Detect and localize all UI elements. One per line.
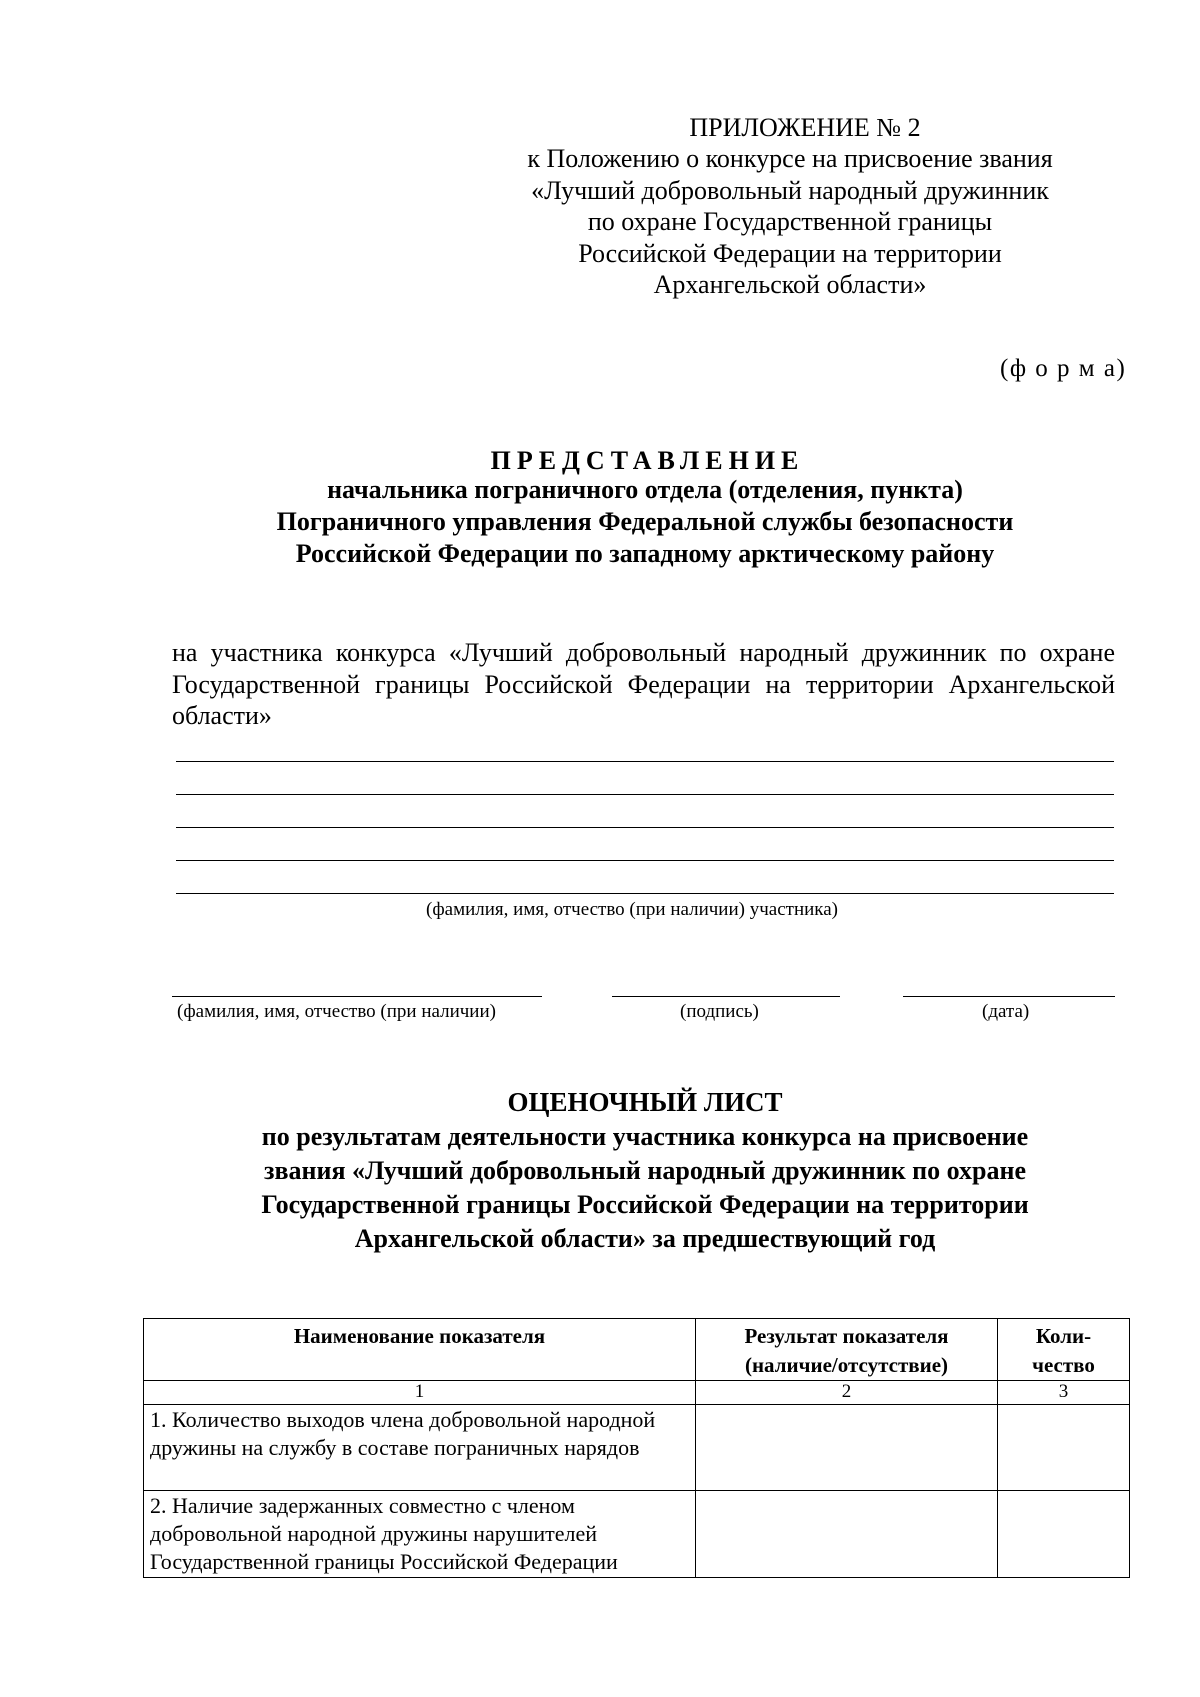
appendix-header [500,112,1080,300]
signature-line [612,996,840,997]
presentation-subtitle [0,474,1200,570]
participant-name-caption: (фамилия, имя, отчество (при наличии) участника) [426,899,838,920]
result-cell[interactable] [696,1491,998,1578]
evaluation-title: ОЦЕНОЧНЫЙ ЛИСТ [507,1087,783,1117]
result-cell[interactable] [696,1405,998,1491]
nominee-paragraph: на участника конкурса «Лучший добровольный народный дружинник по охране Государственной границы Российской Федерации на территории Архангельской области» [172,638,1115,730]
fill-in-line [176,761,1114,762]
fill-in-line [176,860,1114,861]
column-number: 3 [998,1381,1130,1405]
evaluation-subtitle-line: звания «Лучший добровольный народный дружинник по охране [264,1156,1026,1185]
table-row [144,1405,1130,1491]
signature-caption: (подпись) [680,1001,759,1022]
indicator-name: 2. Наличие задержанных совместно с членом добровольной народной дружины нарушителей Государственной границы Российской Федерации [144,1491,696,1578]
indicator-name: 1. Количество выходов члена добровольной народной дружины на службу в составе пограничных нарядов [144,1405,696,1491]
column-header-result: Результат показателя (наличие/отсутствие) [696,1319,998,1381]
evaluation-table [143,1318,1130,1578]
presentation-title: ПРЕДСТАВЛЕНИЕ [490,446,805,475]
signer-name-caption: (фамилия, имя, отчество (при наличии) [177,1001,496,1022]
evaluation-subtitle-line: Архангельской области» за предшествующий год [354,1224,936,1253]
form-label: (ф о р м а) [1000,355,1127,382]
appendix-number: ПРИЛОЖЕНИЕ № 2 [689,113,921,142]
appendix-line: Российской Федерации на территории [578,238,1002,268]
column-header-indicator: Наименование показателя [144,1319,696,1381]
presentation-subtitle-line: начальника пограничного отдела (отделения, пункта) [327,475,963,504]
table-header-row [144,1319,1130,1381]
fill-in-line [176,893,1114,894]
date-line [903,996,1115,997]
table-row [144,1491,1130,1578]
appendix-line: к Положению о конкурсе на присвоение звания [527,144,1053,174]
table-number-row [144,1381,1130,1405]
evaluation-subtitle-line: по результатам деятельности участника конкурса на присвоение [261,1122,1029,1151]
appendix-line: Архангельской области» [653,270,927,300]
appendix-line: «Лучший добровольный народный дружинник [531,175,1049,205]
column-number: 2 [696,1381,998,1405]
appendix-line: по охране Государственной границы [587,207,993,237]
fill-in-line [176,827,1114,828]
count-cell[interactable] [998,1491,1130,1578]
column-header-count: Коли-чество [998,1319,1130,1381]
presentation-subtitle-line: Российской Федерации по западному арктическому району [295,539,995,568]
evaluation-subtitle [0,1120,1200,1256]
fill-in-line [176,794,1114,795]
signer-name-line [172,996,542,997]
presentation-subtitle-line: Пограничного управления Федеральной службы безопасности [276,507,1014,536]
evaluation-subtitle-line: Государственной границы Российской Федерации на территории [261,1190,1029,1219]
count-cell[interactable] [998,1405,1130,1491]
column-number: 1 [144,1381,696,1405]
date-caption: (дата) [982,1001,1030,1022]
